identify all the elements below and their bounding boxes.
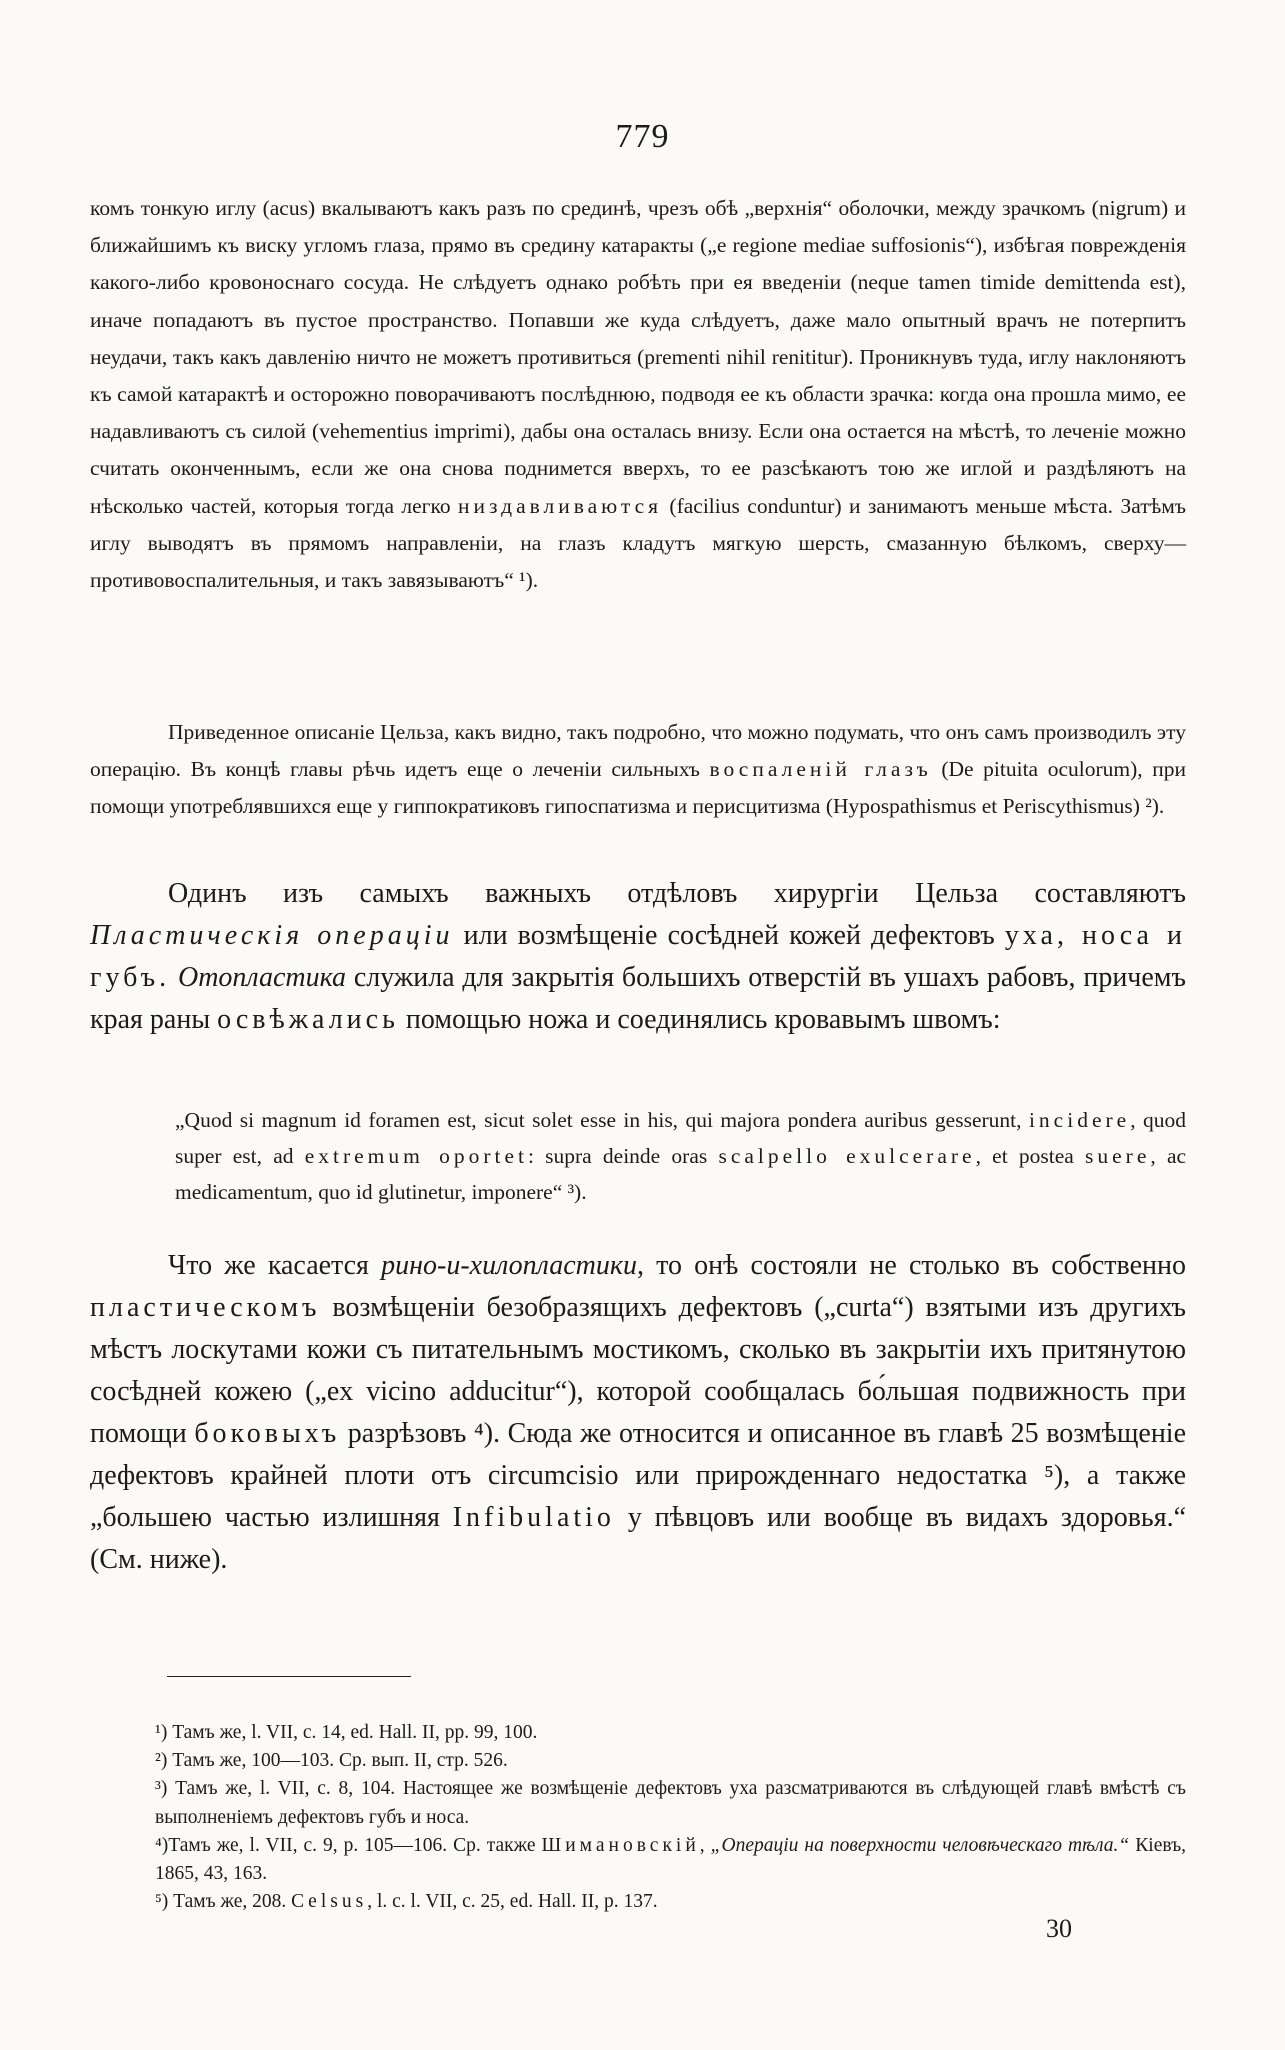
para2-spaced: воспаленій глазъ (709, 757, 932, 782)
quote-c: : supra deinde oras (527, 1144, 708, 1168)
quote-spaced-3: scalpello exulcerare (718, 1144, 976, 1168)
footnote-divider (167, 1676, 411, 1677)
quote-e: , ac medicamentum, quo id glutinetur, imponere“ ³). (175, 1144, 1187, 1204)
para3-text-b: или возмѣщеніе сосѣдней кожей дефектовъ (463, 920, 995, 951)
footnote-5-spaced: Celsus (291, 1891, 368, 1913)
para2-text-b: (De pituita oculorum), при помощи употреблявшихся еще у гиппократиковъ гипоспатизма и перисцитизма (Hypospathismus et Periscythismus) ²). (90, 757, 1186, 819)
signature-mark: 30 (1046, 1914, 1072, 1943)
footnote-4-italic: „Операціи на поверхности человѣческаго тѣла.“ (710, 1834, 1130, 1856)
para3-spaced: уха, носа и губъ. (90, 920, 1187, 993)
para3-text-d: помощью ножа и соединялись кровавымъ швомъ: (405, 1004, 1001, 1035)
page-number: 779 (615, 118, 670, 155)
quote-d: , et postea (975, 1144, 1074, 1168)
para4-text-b: , то онѣ состояли не столько въ собственно (636, 1250, 1186, 1281)
footnote-5-a: ⁵) Тамъ же, 208. (155, 1891, 287, 1913)
para2-text-a: Приведенное описаніе Цельза, какъ видно, такъ подробно, что можно подумать, что онъ самъ производилъ эту операцію. Въ концѣ главы рѣчь идетъ еще о леченіи сильныхъ (90, 720, 1186, 782)
para1-spaced: низдавливаются (458, 493, 662, 518)
para4-spaced3: Infibulatio (452, 1502, 615, 1533)
quote-spaced-4: suere (1085, 1144, 1151, 1168)
footnote-5-b: , l. c. l. VII, c. 25, ed. Hall. II, p. 137. (367, 1891, 658, 1913)
footnote-1: ¹) Тамъ же, l. VII, c. 14, ed. Hall. II, pp. 99, 100. (155, 1722, 538, 1743)
paragraph-cataract (90, 190, 1186, 599)
quote-spaced-2: extremum oportet (304, 1144, 528, 1168)
footnote-4-b: Кіевъ, 1865, 43, 163. (155, 1834, 1187, 1885)
para4-spaced: пластическомъ (90, 1292, 321, 1323)
para4-italic: рино-и-хилопластики (381, 1250, 637, 1281)
footnote-4-spaced: Шимановскій (541, 1834, 700, 1856)
footnote-3-text: ³) Тамъ же, l. VII, c. 8, 104. Настоящее же возмѣщеніе дефектовъ уха разсматриваются въ слѣдующей главѣ вмѣстѣ съ выполненіемъ дефектовъ губъ и носа. (155, 1778, 1186, 1828)
quote-b: , quod super est, ad (175, 1108, 1187, 1168)
para3-spaced2: освѣжались (217, 1004, 399, 1035)
para4-text-d: разрѣзовъ ⁴). Сюда же относится и описанное въ главѣ 25 возмѣщеніе дефектовъ крайней плоти отъ circumcisio или прирожденнаго недостатка ⁵), а также „большею частью излишняя (90, 1418, 1187, 1533)
paragraph-celsus-description (90, 714, 1186, 826)
quote-a: „Quod si magnum id foramen est, sicut solet esse in his, qui majora pondera auribus gesserunt, (175, 1108, 1022, 1132)
footnote-4-a: ⁴)Тамъ же, l. VII, c. 9, p. 105—106. Ср. также (155, 1834, 536, 1856)
para4-text-a: Что же касается (168, 1250, 369, 1281)
paragraph-plastic-operations (90, 873, 1186, 1041)
footnote-5 (155, 1888, 1186, 1916)
para1-text: комъ тонкую иглу (acus) вкалываютъ какъ разъ по срединѣ, чрезъ обѣ „верхнія“ оболочки, между зрачкомъ (nigrum) и ближайшимъ къ виску угломъ глаза, прямо въ средину катаракты („e regione mediae suffosionis“), избѣгая поврежденія какого-либо кровоноснаго сосуда. Не слѣдуетъ однако робѣть при ея введеніи (neque tamen timide demittenda est), иначе попадаютъ въ пустое пространство. Попавши же куда слѣдуетъ, даже мало опытный врачъ не потерпитъ неудачи, такъ какъ давленію ничто не можетъ противиться (prementi nihil renititur). Проникнувъ туда, иглу наклоняютъ къ самой катарактѣ и осторожно поворачиваютъ послѣднюю, подводя ее къ области зрачка: когда она прошла мимо, ее надавливаютъ съ силой (vehementius imprimi), дабы она осталась внизу. Если она остается на мѣстѣ, то леченіе можно считать оконченнымъ, если же она снова поднимется вверхъ, то ее разсѣкаютъ тою же иглой и раздѣляютъ на нѣсколько частей, которыя тогда легко (90, 196, 1186, 518)
para4-text-c: возмѣщеніи безобразящихъ дефектовъ („curta“) взятыми изъ другихъ мѣстъ лоскутами кожи съ питательнымъ мостикомъ, сколько въ закрытіи ихъ притянутою сосѣдней кожею („ex vicino adducitur“), которой сообщалась бо́льшая подвижность при помощи (90, 1292, 1187, 1449)
footnotes (155, 1719, 1186, 1916)
quote-spaced-1: incidere (1028, 1108, 1131, 1132)
para4-text-e: у пѣвцовъ или вообще въ видахъ здоровья.“ (См. ниже). (90, 1502, 1187, 1575)
footnote-4: ⁴)Тамъ же, l. VII, c. 9, p. 105—106. Ср. также Шимановскій, „Операціи на поверхности человѣческаго тѣла.“ Кіевъ, 1865, 43, 163. (155, 1834, 1187, 1885)
latin-quote (175, 1102, 1186, 1210)
para1-end: (facilius conduntur) и занимаютъ меньше мѣста. Затѣмъ иглу выводятъ въ прямомъ направленіи, на глазъ кладутъ мягкую шерсть, смазанную бѣлкомъ, сверху—противовоспалительныя, и такъ завязываютъ“ ¹). (90, 493, 1187, 593)
para4-spaced2: боковыхъ (194, 1418, 341, 1449)
para3-italic-otoplasty: Отопластика (177, 962, 347, 993)
para3-text-c: служила для закрытія большихъ отверстій въ ушахъ рабовъ, причемъ края раны (90, 962, 1187, 1035)
para3-text-a: Одинъ изъ самыхъ важныхъ отдѣловъ хирургіи Цельза составляютъ (168, 878, 1186, 909)
footnote-2: ²) Тамъ же, 100—103. Ср. вып. II, стр. 526. (155, 1750, 508, 1772)
para3-italic-title: Пластическія операціи (90, 920, 454, 951)
footnote-3 (155, 1775, 1186, 1831)
paragraph-rhinoplasty (90, 1245, 1186, 1581)
